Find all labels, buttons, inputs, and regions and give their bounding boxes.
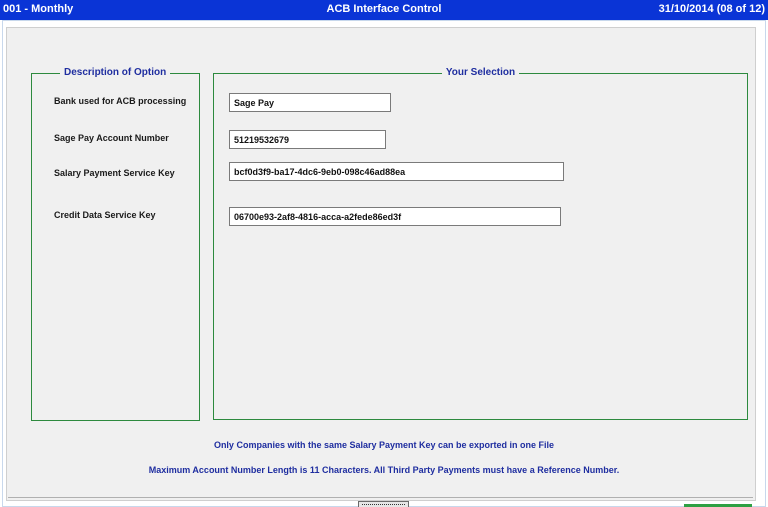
selection-group-title: Your Selection <box>442 67 519 78</box>
bank-input[interactable] <box>229 93 391 112</box>
bottom-divider <box>8 497 753 498</box>
selection-group <box>213 67 748 420</box>
focused-button[interactable] <box>358 501 409 507</box>
credit-key-input[interactable] <box>229 207 561 226</box>
window-title: ACB Interface Control <box>326 3 442 15</box>
credit-key-label: Credit Data Service Key <box>54 210 156 220</box>
account-number-label: Sage Pay Account Number <box>54 133 169 143</box>
account-number-input[interactable] <box>229 130 386 149</box>
salary-key-input[interactable] <box>229 162 564 181</box>
title-bar <box>0 0 768 20</box>
description-group-title: Description of Option <box>60 67 170 78</box>
account-length-note: Maximum Account Number Length is 11 Characters. All Third Party Payments must have a Reference Number. <box>148 465 620 475</box>
period-date: 31/10/2014 (08 of 12) <box>658 3 765 15</box>
salary-key-note: Only Companies with the same Salary Payment Key can be exported in one File <box>213 440 555 450</box>
company-period: 001 - Monthly <box>3 3 74 15</box>
description-group <box>31 67 200 421</box>
bank-label: Bank used for ACB processing <box>54 96 187 106</box>
salary-key-label: Salary Payment Service Key <box>54 168 175 178</box>
